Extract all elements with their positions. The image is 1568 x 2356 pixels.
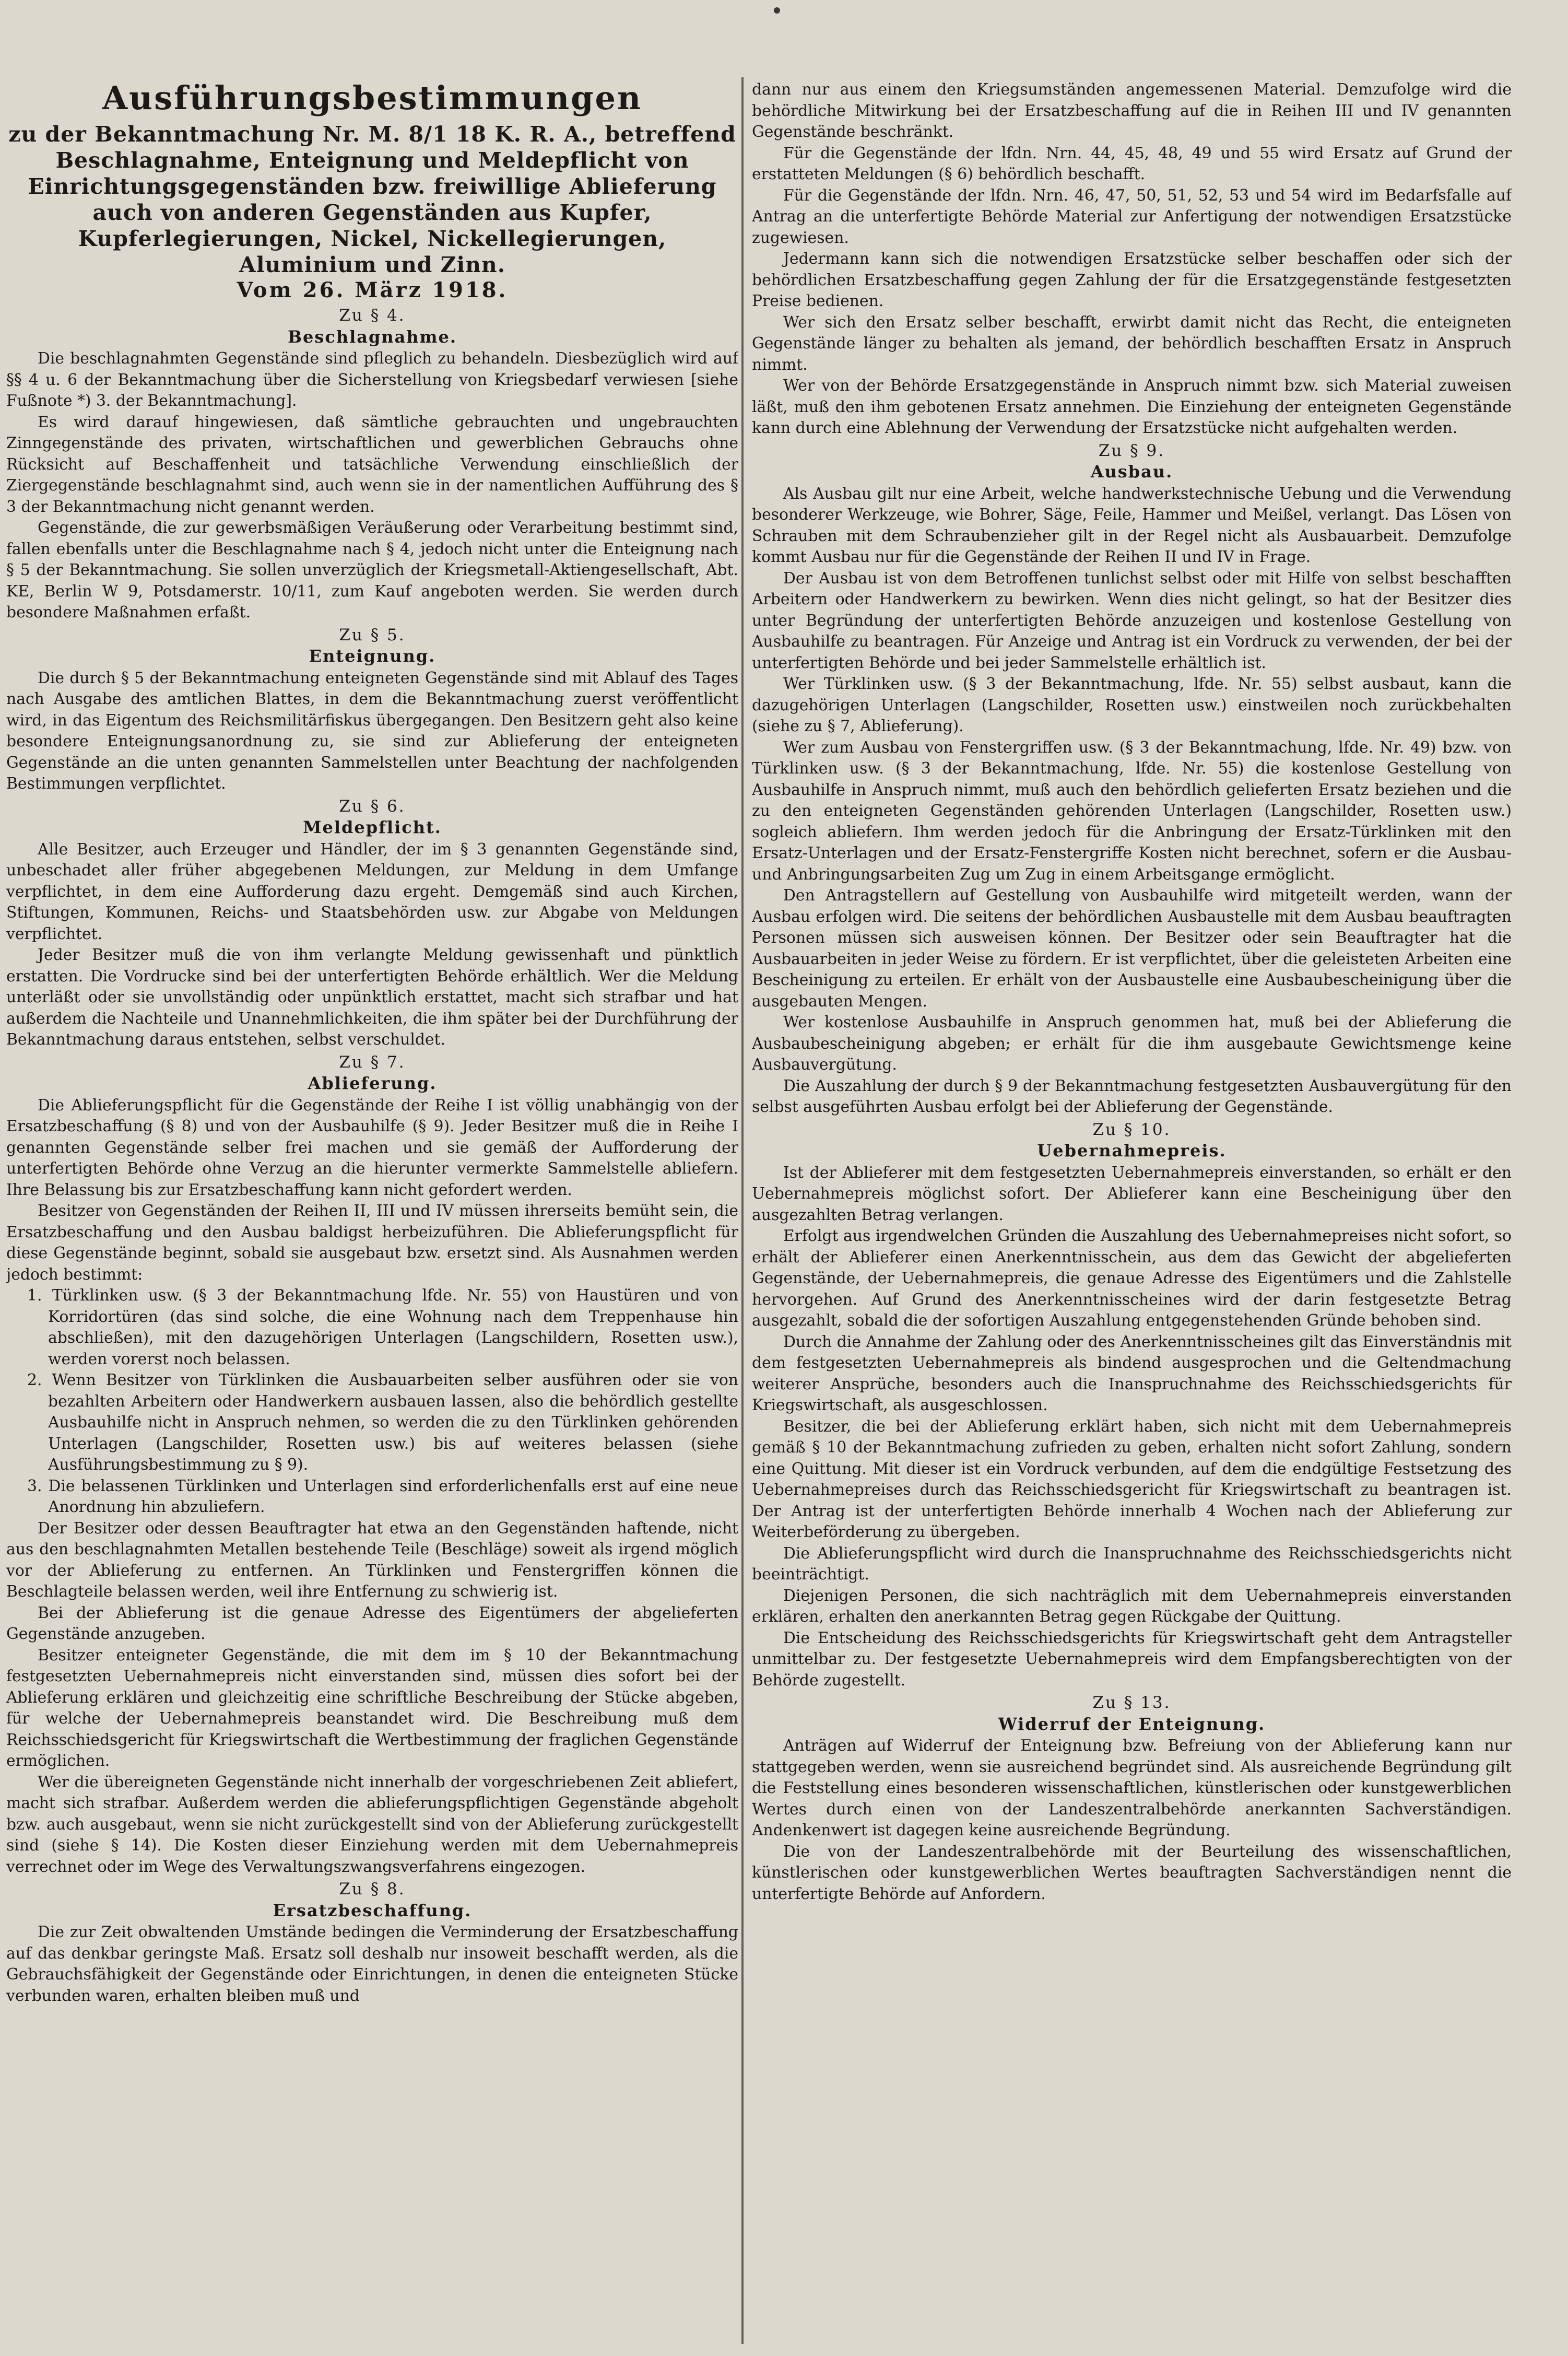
paragraph: Für die Gegenstände der lfdn. Nrn. 44, 45, 48, 49 und 55 wird Ersatz auf Grund der erstatteten Meldungen (§ 6) behördlich beschafft. <box>752 144 1512 183</box>
section-4-ref: Zu § 4. <box>339 306 406 325</box>
paragraph: Anträgen auf Widerruf der Enteignung bzw. Befreiung von der Ablieferung kann nur stattgegeben werden, wenn sie ausreichend begründet sind. Als ausreichende Begründung gilt die Feststellung eines besonderen wissenschaftlichen, künstlerischen oder kunstgewerblichen Wertes durch einen von der Landeszentralbehörde anerkannten Sachverständigen. Andenkenwert ist dagegen keine ausreichende Begründung. <box>752 1737 1512 1839</box>
paragraph: Bei der Ablieferung ist die genaue Adresse des Eigentümers der abgelieferten Gegenstände anzugeben. <box>6 1603 738 1643</box>
paragraph: Für die Gegenstände der lfdn. Nrn. 46, 47, 50, 51, 52, 53 und 54 wird im Bedarfsfalle auf Antrag an die unterfertigte Behörde Material zur Anfertigung der notwendigen Ersatzstücke zugewiesen. <box>752 186 1512 247</box>
section-13-ref: Zu § 13. <box>1092 1693 1171 1712</box>
section-10-ref: Zu § 10. <box>1092 1120 1171 1139</box>
section-4-heading: Beschlagnahme. <box>287 326 457 347</box>
section-8-ref: Zu § 8. <box>339 1880 406 1898</box>
section-5-ref: Zu § 5. <box>339 625 406 644</box>
right-column <box>752 79 1512 2341</box>
column-divider <box>741 77 744 2344</box>
paragraph: Ist der Ablieferer mit dem festgesetzten Uebernahmepreis einverstanden, so erhält er den Uebernahmepreis möglichst sofort. Der Ablieferer kann eine Bescheinigung über den ausgezahlten Betrag verlangen. <box>752 1163 1512 1224</box>
paragraph: Der Besitzer oder dessen Beauftragter hat etwa an den Gegenständen haftende, nicht aus den beschlagnahmten Metallen bestehende Teile (Beschläge) soweit als irgend möglich vor der Ablieferung zu entfernen. An Türklinken und Fenstergriffen können die Beschlagteile belassen werden, weil ihre Entfernung zu schwierig ist. <box>6 1519 738 1601</box>
document-subtitle: zu der Bekanntmachung Nr. M. 8/1 18 K. R. A., betreffend Beschlagnahme, Enteignung und Meldepflicht von Einrichtungsgegenständen bzw. freiwillige Ablieferung auch von anderen Gegenständen aus Kupfer, Kupferlegierungen, Nickel, Nickellegierungen, Aluminium und Zinn. <box>8 122 736 277</box>
document-date: Vom 26. März 1918. <box>237 278 508 302</box>
print-dot <box>774 7 780 14</box>
section-9-ref: Zu § 9. <box>1098 441 1165 460</box>
paragraph: Die von der Landeszentralbehörde mit der Beurteilung des wissenschaftlichen, künstlerischen oder kunstgewerblichen Wertes beauftragten Sachverständigen nennt die unterfertigte Behörde auf Anfordern. <box>752 1842 1512 1903</box>
paragraph: Wer kostenlose Ausbauhilfe in Anspruch genommen hat, muß bei der Ablieferung die Ausbaubescheinigung abgeben; er erhält für die ihm ausgebaute Gewichtsmenge keine Ausbauvergütung. <box>752 1013 1512 1074</box>
paragraph: Den Antragstellern auf Gestellung von Ausbauhilfe wird mitgeteilt werden, wann der Ausbau erfolgen wird. Die seitens der behördlichen Ausbaustelle mit dem Ausbau beauftragten Personen müssen sich ausweisen können. Der Besitzer oder sein Beauftragter hat die Ausbauarbeiten in jeder Weise zu fördern. Er ist verpflichtet, über die geleisteten Arbeiten eine Bescheinigung zu erteilen. Er erhält von der Ausbaustelle eine Ausbaubescheinigung über die ausgebauten Mengen. <box>752 886 1512 1011</box>
section-10-heading: Uebernahmepreis. <box>1037 1141 1227 1161</box>
paragraph: Die beschlagnahmten Gegenstände sind pfleglich zu behandeln. Diesbezüglich wird auf §§ 4 u. 6 der Bekanntmachung über die Sicherstellung von Kriegsbedarf verwiesen [siehe Fußnote *) 3. der Bekanntmachung]. <box>6 349 738 410</box>
paragraph: Wer die übereigneten Gegenstände nicht innerhalb der vorgeschriebenen Zeit abliefert, macht sich strafbar. Außerdem werden die ablieferungspflichtigen Gegenstände abgeholt bzw. auch ausgebaut, wenn sie nicht zurückgestellt sind von der Ablieferung zurückgestellt sind (siehe § 14). Die Kosten dieser Einziehung werden mit dem Uebernahmepreis verrechnet oder im Wege des Verwaltungszwangsverfahrens eingezogen. <box>6 1773 738 1876</box>
section-7-ref: Zu § 7. <box>339 1052 406 1072</box>
paragraph: Es wird darauf hingewiesen, daß sämtliche gebrauchten und ungebrauchten Zinngegenstände des privaten, wirtschaftlichen und gewerblichen Gebrauchs ohne Rücksicht auf Beschaffenheit und tatsächliche Verwendung einschließlich der Ziergegenstände beschlagnahmt sind, auch wenn sie in der namentlichen Aufführung des § 3 der Bekanntmachung nicht genannt werden. <box>6 413 738 516</box>
section-9-heading: Ausbau. <box>1090 462 1173 482</box>
paragraph: Alle Besitzer, auch Erzeuger und Händler, der im § 3 genannten Gegenstände sind, unbeschadet aller früher abgegebenen Meldungen, zur Meldung in dem Umfange verpflichtet, in dem eine Aufforderung dazu ergeht. Demgemäß sind auch Kirchen, Stiftungen, Kommunen, Reichs- und Staatsbehörden usw. zur Abgabe von Meldungen verpflichtet. <box>6 840 738 943</box>
section-6-ref: Zu § 6. <box>339 796 406 816</box>
paragraph: Die Entscheidung des Reichsschiedsgerichts für Kriegswirtschaft geht dem Antragsteller unmittelbar zu. Der festgesetzte Uebernahmepreis wird dem Empfangsberechtigten von der Behörde zugestellt. <box>752 1628 1512 1690</box>
paragraph: Jedermann kann sich die notwendigen Ersatzstücke selber beschaffen oder sich der behördlichen Ersatzbeschaffung gegen Zahlung der für die Ersatzgegenstände festgesetzten Preise bedienen. <box>752 250 1512 310</box>
paragraph: Besitzer von Gegenständen der Reihen II, III und IV müssen ihrerseits bemüht sein, die Ersatzbeschaffung und den Ausbau baldigst herbeizuführen. Die Ablieferungspflicht für diese Gegenstände beginnt, sobald sie ausgebaut bzw. ersetzt sind. Als Ausnahmen werden jedoch bestimmt: <box>6 1202 738 1284</box>
paragraph: Besitzer enteigneter Gegenstände, die mit dem im § 10 der Bekanntmachung festgesetzten Uebernahmepreis nicht einverstanden sind, müssen dies sofort bei der Ablieferung erklären und gleichzeitig eine schriftliche Beschreibung der Stücke abgeben, für welche der Uebernahmepreis beanstandet wird. Die Beschreibung muß dem Reichsschiedsgericht für Kriegswirtschaft die Wertbestimmung der fraglichen Gegenstände ermöglichen. <box>6 1646 738 1770</box>
paragraph: Besitzer, die bei der Ablieferung erklärt haben, sich nicht mit dem Uebernahmepreis gemäß § 10 der Bekanntmachung zufrieden zu geben, erhalten nicht sofort Zahlung, sondern eine Quittung. Mit dieser ist ein Vordruck verbunden, auf dem die endgültige Festsetzung des Uebernahmepreises durch das Reichsschiedsgericht für Kriegswirtschaft zu beantragen ist. Der Antrag ist der unterfertigten Behörde innerhalb 4 Wochen nach der Ablieferung zur Weiterbeförderung zu übergeben. <box>752 1417 1512 1541</box>
paragraph: Durch die Annahme der Zahlung oder des Anerkenntnisscheines gilt das Einverständnis mit dem festgesetzten Uebernahmepreis als bindend ausgesprochen und die Geltendmachung weiterer Ansprüche, besonders auch die Inanspruchnahme des Reichsschiedsgerichts für Kriegswirtschaft, als ausgeschlossen. <box>752 1332 1512 1414</box>
section-5-heading: Enteignung. <box>309 646 436 666</box>
section-13-heading: Widerruf der Enteignung. <box>998 1714 1266 1734</box>
section-7-heading: Ablieferung. <box>308 1073 437 1093</box>
section-8-heading: Ersatzbeschaffung. <box>273 1900 472 1920</box>
paragraph: Die durch § 5 der Bekanntmachung enteigneten Gegenstände sind mit Ablauf des Tages nach Ausgabe des amtlichen Blattes, in dem die Bekanntmachung zuerst veröffentlicht wird, in das Eigentum des Reichsmilitärfiskus übergegangen. Den Besitzern geht also keine besondere Enteignungsanordnung zu, sie sind zur Ablieferung der enteigneten Gegenstände an die unten genannten Sammelstellen unter Beachtung der nachfolgenden Bestimmungen verpflichtet. <box>6 669 738 793</box>
paragraph: Der Ausbau ist von dem Betroffenen tunlichst selbst oder mit Hilfe von selbst beschafften Arbeitern oder Handwerkern zu bewirken. Wenn dies nicht gelingt, so hat der Besitzer dies unter Begründung der unterfertigten Behörde anzuzeigen und kostenlose Gestellung von Ausbauhilfe zu beantragen. Für Anzeige und Antrag ist ein Vordruck zu verwenden, der bei der unterfertigten Behörde und bei jeder Sammelstelle erhältlich ist. <box>752 569 1512 672</box>
paragraph: Jeder Besitzer muß die von ihm verlangte Meldung gewissenhaft und pünktlich erstatten. Die Vordrucke sind bei der unterfertigten Behörde erhältlich. Wer die Meldung unterläßt oder sie unvollständig oder unpünktlich erstattet, macht sich strafbar und hat außerdem die Nachteile und Unannehmlichkeiten, die ihm später bei der Durchführung der Bekanntmachung daraus entstehen, selbst verschuldet. <box>6 946 738 1049</box>
paragraph: dann nur aus einem den Kriegsumständen angemessenen Material. Demzufolge wird die behördliche Mitwirkung bei der Ersatzbeschaffung auf die in Reihen III und IV genannten Gegenstände beschränkt. <box>752 80 1512 141</box>
paragraph: Diejenigen Personen, die sich nachträglich mit dem Uebernahmepreis einverstanden erklären, erhalten den anerkannten Betrag gegen Rückgabe der Quittung. <box>752 1586 1512 1626</box>
list-item: 1. Türklinken usw. (§ 3 der Bekanntmachung lfde. Nr. 55) von Haustüren und von Korridortüren (das sind solche, die eine Wohnung nach dem Treppenhause hin abschließen), mit den dazugehörigen Unterlagen (Langschildern, Rosetten usw.), werden vorerst noch belassen. <box>27 1286 738 1368</box>
paragraph: Wer sich den Ersatz selber beschafft, erwirbt damit nicht das Recht, die enteigneten Gegenstände länger zu behalten als jemand, der behördlich beschafften Ersatz in Anspruch nimmt. <box>752 313 1512 374</box>
exception-list <box>6 1285 738 1518</box>
left-column <box>6 79 738 2341</box>
paragraph: Wer Türklinken usw. (§ 3 der Bekanntmachung, lfde. Nr. 55) selbst ausbaut, kann die dazugehörigen Unterlagen (Langschilder, Rosetten usw.) einstweilen noch zurückbehalten (siehe zu § 7, Ablieferung). <box>752 675 1512 735</box>
document-title: Ausführungsbestimmungen <box>102 79 643 117</box>
paragraph: Wer von der Behörde Ersatzgegenstände in Anspruch nimmt bzw. sich Material zuweisen läßt, muß den ihm gebotenen Ersatz annehmen. Die Einziehung der enteigneten Gegenstände kann durch eine Ablehnung der Verwendung der Ersatzstücke nicht aufgehalten werden. <box>752 377 1512 437</box>
paragraph: Wer zum Ausbau von Fenstergriffen usw. (§ 3 der Bekanntmachung, lfde. Nr. 49) bzw. von Türklinken usw. (§ 3 der Bekanntmachung, lfde. Nr. 55) die kostenlose Gestellung von Ausbauhilfe in Anspruch nimmt, muß auch den behördlich gelieferten Ersatz beziehen und die zu den enteigneten Gegenständen gehörenden Unterlagen (Langschilder, Rosetten usw.) sogleich abliefern. Ihm werden jedoch für die Anbringung der Ersatz-Türklinken mit den Ersatz-Unterlagen und der Ersatz-Fenstergriffe Kosten nicht berechnet, sofern er die Ausbau- und Anbringungsarbeiten Zug um Zug in einem Arbeitsgange ermöglicht. <box>752 738 1512 884</box>
paragraph: Erfolgt aus irgendwelchen Gründen die Auszahlung des Uebernahmepreises nicht sofort, so erhält der Ablieferer einen Anerkenntnisschein, aus dem das Gewicht der abgelieferten Gegenstände, der Uebernahmepreis, die genaue Adresse des Eigentümers und die Zahlstelle hervorgehen. Auf Grund des Anerkenntnisscheines wird der darin festgesetzte Betrag ausgezahlt, sobald die der sofortigen Auszahlung entgegenstehenden Gründe behoben sind. <box>752 1227 1512 1330</box>
section-6-heading: Meldepflicht. <box>303 817 442 837</box>
list-item: 2. Wenn Besitzer von Türklinken die Ausbauarbeiten selber ausführen oder sie von bezahlten Arbeitern oder Handwerkern ausbauen lassen, also die behördlich gestellte Ausbauhilfe nicht in Anspruch nehmen, so werden die zu den Türklinken gehörenden Unterlagen (Langschilder, Rosetten usw.) bis auf weiteres belassen (siehe Ausführungsbestimmung zu § 9). <box>27 1371 738 1474</box>
paragraph: Die Ablieferungspflicht für die Gegenstände der Reihe I ist völlig unabhängig von der Ersatzbeschaffung (§ 8) und von der Ausbauhilfe (§ 9). Jeder Besitzer muß die in Reihe I genannten Gegenstände selber frei machen und sie gemäß der Aufforderung der unterfertigten Behörde ohne Verzug an die hierunter vermerkte Sammelstelle abliefern. Ihre Belassung bis zur Ersatzbeschaffung kann nicht gefordert werden. <box>6 1096 738 1199</box>
paragraph: Gegenstände, die zur gewerbsmäßigen Veräußerung oder Verarbeitung bestimmt sind, fallen ebenfalls unter die Beschlagnahme nach § 4, jedoch nicht unter die Enteignung nach § 5 der Bekanntmachung. Sie sollen unverzüglich der Kriegsmetall-Aktiengesellschaft, Abt. KE, Berlin W 9, Potsdamerstr. 10/11, zum Kauf angeboten werden. Sie werden durch besondere Maßnahmen erfaßt. <box>6 519 738 622</box>
paragraph: Die Auszahlung der durch § 9 der Bekanntmachung festgesetzten Ausbauvergütung für den selbst ausgeführten Ausbau erfolgt bei der Ablieferung der Gegenstände. <box>752 1076 1512 1116</box>
paragraph: Als Ausbau gilt nur eine Arbeit, welche handwerkstechnische Uebung und die Verwendung besonderer Werkzeuge, wie Bohrer, Säge, Feile, Hammer und Meißel, verlangt. Das Lösen von Schrauben mit dem Schraubenzieher gilt in der Regel nicht als Ausbauarbeit. Demzufolge kommt Ausbau nur für die Gegenstände der Reihen II und IV in Frage. <box>752 484 1512 566</box>
paragraph: Die zur Zeit obwaltenden Umstände bedingen die Verminderung der Ersatzbeschaffung auf das denkbar geringste Maß. Ersatz soll deshalb nur insoweit beschafft werden, als die Gebrauchsfähigkeit der Gegenstände oder Einrichtungen, in denen die enteigneten Stücke verbunden waren, erhalten bleiben muß und <box>6 1923 738 2005</box>
list-item: 3. Die belassenen Türklinken und Unterlagen sind erforderlichenfalls erst auf eine neue Anordnung hin abzuliefern. <box>27 1476 738 1516</box>
paragraph: Die Ablieferungspflicht wird durch die Inanspruchnahme des Reichsschiedsgerichts nicht beeinträchtigt. <box>752 1544 1512 1584</box>
